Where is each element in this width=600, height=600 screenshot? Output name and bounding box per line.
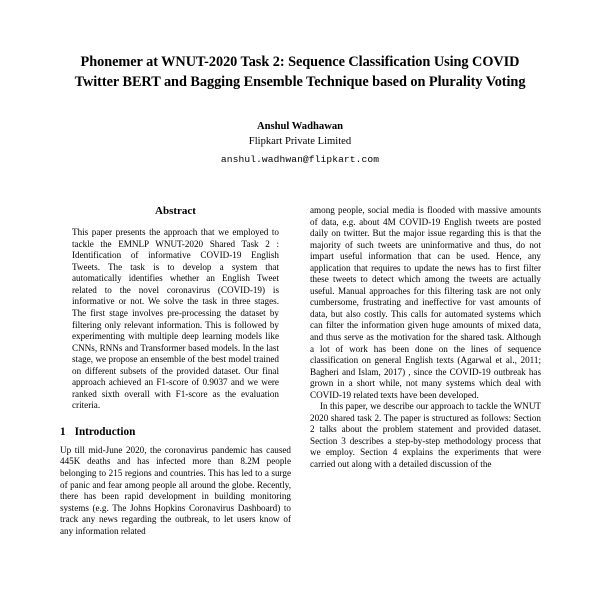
author-name: Anshul Wadhawan	[256, 120, 344, 132]
page-title: Phonemer at WNUT-2020 Task 2: Sequence Classification Using COVID Twitter BERT and Bagging Ensemble Technique based on Plurality Voting	[74, 54, 526, 91]
abstract-text: This paper presents the approach that we employed to tackle the EMNLP WNUT-2020 Shared Task 2 : Identification of informative COVID-19 English Tweets. The task is to develop a system that automatically identifies whether an English Tweet related to the novel coronavirus (COVID-19) is informative or not. We solve the task in three stages. The first stage involves pre-processing the dataset by filtering only relevant information. This is followed by experimenting with multiple deep learning models like CNNs, RNNs and Transformer based models. In the last stage, we propose an ensemble of the best model trained on different subsets of the provided dataset. Our final approach achieved an F1-score of 0.9037 and we were ranked sixth overall with F1-score as the evaluation criteria.	[72, 227, 279, 411]
abstract-section	[60, 205, 291, 412]
section-title: Introduction	[74, 425, 136, 438]
two-column-body	[60, 205, 540, 600]
right-column	[310, 205, 541, 600]
paragraph: Up till mid-June 2020, the coronavirus pandemic has caused 445K deaths and has infected more than 8.2M people belonging to 215 regions and countries. This has led to a surge of panic and fear among people all around the globe. Recently, there has been rapid development in building monitoring systems (e.g. The Johns Hopkins Coronavirus Dashboard) to track any news regarding the outbreak, to let users know of any information related	[60, 444, 291, 536]
section-number: 1	[60, 425, 66, 438]
left-column	[60, 205, 291, 600]
section-heading-introduction	[60, 425, 291, 439]
paragraph: among people, social media is flooded with massive amounts of data, e.g. about 4M COVID-19 English tweets are posted daily on twitter. But the major issue regarding this is that the majority of such tweets are uninformative and thus, do not impart useful information that can be used. Hence, any application that requires to update the news has to first filter these tweets to detect which among the tweets are actually useful. Manual approaches for this filtering task are not only cumbersome, frustrating and ineffective for vast amounts of data, but also costly. This calls for automated systems which can filter the information given huge amounts of mixed data, and thus serve as the motivation for the shared task. Although a lot of work has been done on the lines of sequence classification on general English texts (Agarwal et al., 2011; Bagheri and Islam, 2017) , since the COVID-19 outbreak has grown in a short while, not many systems which deal with COVID-19 related texts have been developed.	[310, 205, 541, 400]
paragraph: In this paper, we describe our approach to tackle the WNUT 2020 shared task 2. The paper is structured as follows: Section 2 talks about the problem statement and provided dataset. Section 3 describes a step-by-step methodology process that we employ. Section 4 explains the experiments that were carried out along with a detailed discussion of the	[310, 401, 541, 470]
author-block	[60, 120, 540, 168]
abstract-heading: Abstract	[155, 205, 196, 217]
author-affiliation: Flipkart Private Limited	[248, 135, 352, 147]
author-email: anshul.wadhwan@flipkart.com	[220, 153, 380, 165]
